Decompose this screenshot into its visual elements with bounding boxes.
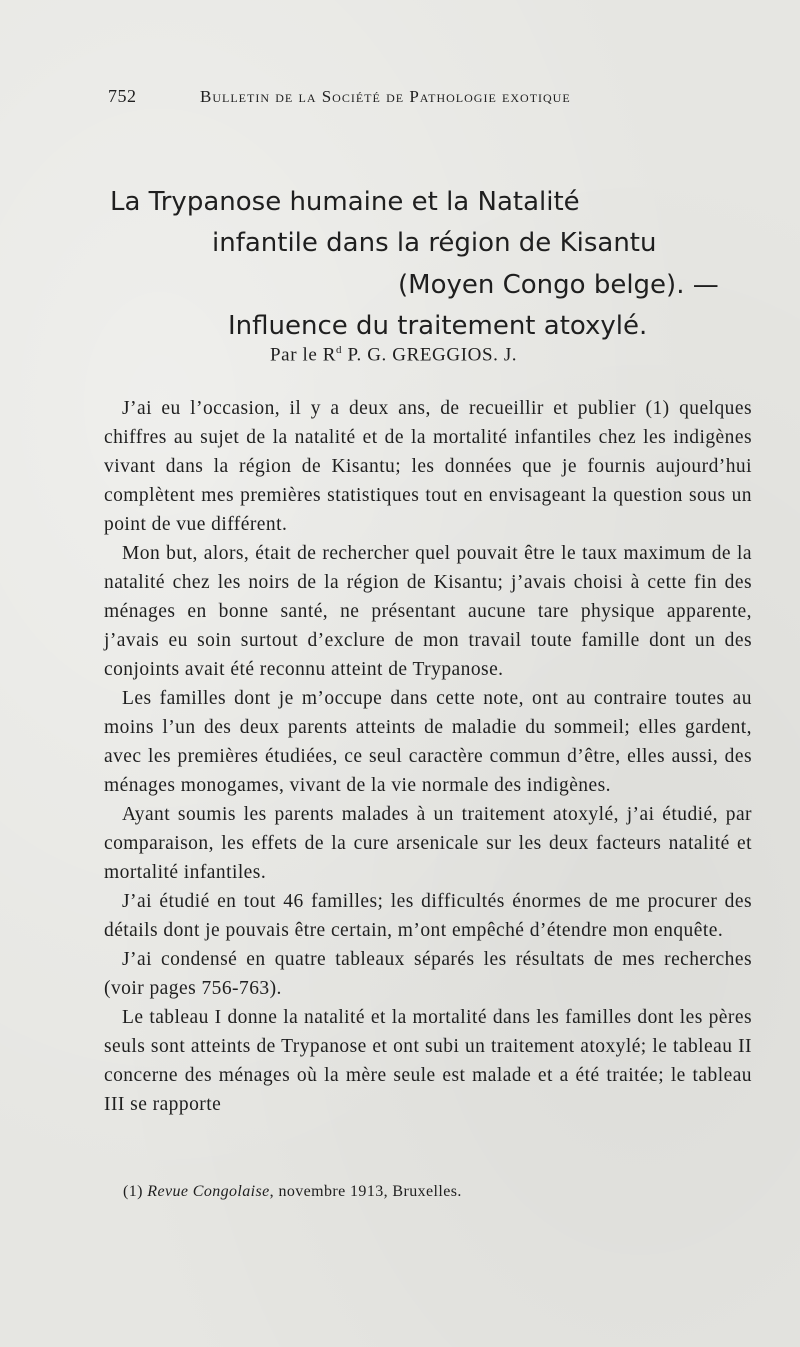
paragraph: Le tableau I donne la natalité et la mortalité dans les familles dont les pères seuls sont atteints de Trypanose et ont subi un traitement atoxylé; le tableau II concerne des ménages où la mère seule est malade et a été traitée; le tableau III se rapporte	[104, 1007, 752, 1115]
footnote-journal: Revue Congolaise	[147, 1183, 270, 1200]
footnote-marker: (1)	[123, 1183, 143, 1200]
page-number: 752	[108, 86, 137, 106]
paragraph: Mon but, alors, était de rechercher quel pouvait être le taux maximum de la natalité chez les noirs de la région de Kisantu; j’avais choisi à cette fin des ménages en bonne santé, ne présentant aucune tare physique apparente, j’avais eu soin surtout d’exclure de mon travail toute famille dont un des conjoints avait été reconnu atteint de Trypanose.	[104, 543, 752, 680]
running-head	[108, 86, 668, 110]
article-body	[104, 394, 752, 1119]
byline-author: P. G. GREGGIOS. J.	[342, 344, 518, 366]
author-byline	[270, 344, 517, 366]
journal-title: Bulletin de la Société de Pathologie exotique	[200, 87, 571, 106]
footnote-details: , novembre 1913, Bruxelles.	[269, 1183, 462, 1200]
paragraph: J’ai étudié en tout 46 familles; les difficultés énormes de me procurer des détails dont je pouvais être certain, m’ont empêché d’étendre mon enquête.	[104, 891, 752, 941]
byline-superscript: d	[336, 344, 343, 356]
paragraph: J’ai eu l’occasion, il y a deux ans, de recueillir et publier (1) quelques chiffres au sujet de la natalité et de la mortalité infantiles chez les indigènes vivant dans la région de Kisantu; les données que je fournis aujourd’hui complètent mes premières statistiques tout en envisageant la question sous un point de vue différent.	[104, 398, 752, 535]
footnote	[123, 1183, 462, 1201]
paragraph: Les familles dont je m’occupe dans cette note, ont au contraire toutes au moins l’un des deux parents atteints de maladie du sommeil; elles gardent, avec les premières étudiées, ce seul caractère commun d’être, elles aussi, des ménages monogames, vivant de la vie normale des indigènes.	[104, 688, 752, 796]
title-line-2: infantile dans la région de Kisantu	[212, 228, 657, 258]
title-line-1: La Trypanose humaine et la Natalité	[110, 187, 580, 217]
paragraph: J’ai condensé en quatre tableaux séparés les résultats de mes recherches (voir pages 756-763).	[104, 949, 752, 999]
title-line-4: Influence du traitement atoxylé.	[228, 311, 648, 341]
paragraph: Ayant soumis les parents malades à un traitement atoxylé, j’ai étudié, par comparaison, les effets de la cure arsenicale sur les deux facteurs natalité et mortalité infantiles.	[104, 804, 752, 883]
title-line-3: (Moyen Congo belge). —	[398, 270, 719, 300]
byline-prefix: Par le R	[270, 344, 337, 366]
